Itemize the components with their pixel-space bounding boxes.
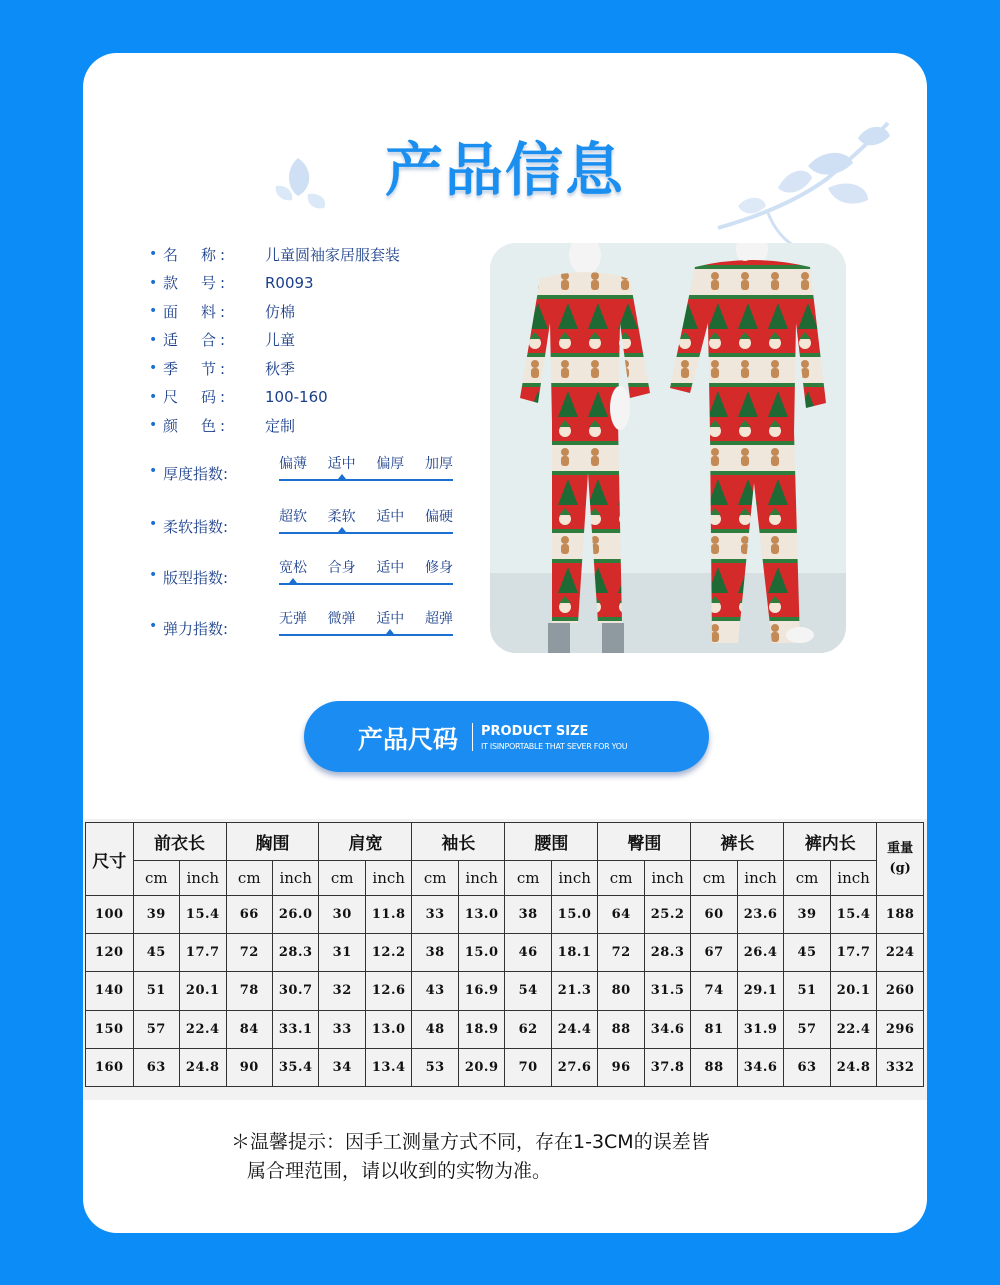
table-cell: 84: [226, 1010, 272, 1048]
table-cell: 72: [226, 934, 272, 972]
bullet-icon: •: [149, 516, 158, 532]
table-cell: 18.1: [551, 934, 597, 972]
table-cell: 22.4: [180, 1010, 226, 1048]
table-cell: 63: [784, 1048, 830, 1086]
table-cell: 13.0: [458, 896, 504, 934]
table-row: [86, 934, 924, 972]
table-cell: 90: [226, 1048, 272, 1086]
table-cell: 88: [691, 1048, 737, 1086]
table-cell: 24.8: [830, 1048, 876, 1086]
table-cell: 17.7: [830, 934, 876, 972]
bullet-icon: •: [149, 463, 158, 479]
table-cell: 160: [86, 1048, 134, 1086]
group-header: 臀围: [598, 823, 691, 861]
table-cell: 15.4: [180, 896, 226, 934]
unit-cm: cm: [412, 861, 458, 896]
fit-index: [149, 557, 453, 591]
softness-index: [149, 506, 453, 540]
unit-inch: inch: [551, 861, 597, 896]
table-cell: 64: [598, 896, 644, 934]
pajama-illustration: [490, 243, 846, 653]
table-cell: 34.6: [737, 1048, 783, 1086]
table-cell: 17.7: [180, 934, 226, 972]
spec-key: 尺 码:: [163, 388, 230, 407]
table-cell: 31.5: [644, 972, 690, 1010]
table-cell: 39: [133, 896, 179, 934]
table-cell: 66: [226, 896, 272, 934]
spec-key: 颜 色:: [163, 416, 230, 435]
table-cell: 140: [86, 972, 134, 1010]
table-cell: 296: [877, 1010, 924, 1048]
table-cell: 32: [319, 972, 365, 1010]
table-cell: 28.3: [644, 934, 690, 972]
table-header-row: [86, 823, 924, 861]
index-option: 无弹: [279, 611, 307, 627]
table-cell: 100: [86, 896, 134, 934]
spec-item-suitable: [149, 326, 400, 355]
group-header: 袖长: [412, 823, 505, 861]
unit-inch: inch: [737, 861, 783, 896]
index-option: 柔软: [327, 509, 356, 525]
table-cell: 13.4: [365, 1048, 411, 1086]
table-cell: 31.9: [737, 1010, 783, 1048]
table-cell: 70: [505, 1048, 551, 1086]
group-header: 裤长: [691, 823, 784, 861]
table-cell: 62: [505, 1010, 551, 1048]
bullet-icon: •: [149, 360, 158, 377]
index-option: 适中: [327, 456, 356, 472]
banner-divider: [472, 723, 473, 751]
note-line-1: ＊温馨提示：因手工测量方式不同，存在1-3CM的误差皆: [231, 1131, 710, 1153]
spec-value: 100-160: [265, 387, 328, 406]
table-cell: 37.8: [644, 1048, 690, 1086]
table-cell: 51: [133, 972, 179, 1010]
table-cell: 22.4: [830, 1010, 876, 1048]
table-cell: 11.8: [365, 896, 411, 934]
spec-item-size: [149, 383, 400, 412]
bullet-icon: •: [149, 303, 158, 320]
weight-header: [877, 823, 924, 896]
table-cell: 224: [877, 934, 924, 972]
group-header: 腰围: [505, 823, 598, 861]
bullet-icon: •: [149, 331, 158, 348]
group-header: 肩宽: [319, 823, 412, 861]
bullet-icon: •: [149, 388, 158, 405]
index-option: 修身: [424, 560, 453, 576]
table-cell: 13.0: [365, 1010, 411, 1048]
unit-cm: cm: [784, 861, 830, 896]
index-marker: [386, 629, 394, 634]
table-cell: 188: [877, 896, 924, 934]
table-cell: 96: [598, 1048, 644, 1086]
size-table: [85, 822, 924, 1087]
index-scale: [279, 557, 453, 591]
spec-key: 适 合:: [163, 331, 230, 350]
table-cell: 20.1: [830, 972, 876, 1010]
table-cell: 20.1: [180, 972, 226, 1010]
thickness-index: [149, 453, 453, 487]
spec-value: 儿童圆袖家居服套装: [265, 245, 401, 264]
spec-item-name: [149, 240, 400, 269]
table-cell: 24.8: [180, 1048, 226, 1086]
bullet-icon: •: [149, 567, 158, 583]
table-cell: 26.4: [737, 934, 783, 972]
spec-key: 面 料:: [163, 302, 230, 321]
table-cell: 332: [877, 1048, 924, 1086]
table-cell: 78: [226, 972, 272, 1010]
spec-item-fabric: [149, 297, 400, 326]
table-cell: 33: [412, 896, 458, 934]
index-option: 适中: [376, 611, 405, 627]
bullet-icon: •: [149, 274, 158, 291]
unit-inch: inch: [180, 861, 226, 896]
index-option: 超软: [279, 509, 307, 525]
table-row: [86, 896, 924, 934]
unit-inch: inch: [272, 861, 318, 896]
table-cell: 12.6: [365, 972, 411, 1010]
spec-item-season: [149, 354, 400, 383]
table-cell: 33.1: [272, 1010, 318, 1048]
table-cell: 45: [784, 934, 830, 972]
table-cell: 29.1: [737, 972, 783, 1010]
banner-subtitle: IT ISINPORTABLE THAT SEVER FOR YOU: [481, 742, 628, 751]
spec-key: 款 号:: [163, 274, 230, 293]
unit-cm: cm: [319, 861, 365, 896]
spec-key: 季 节:: [163, 359, 230, 378]
table-cell: 43: [412, 972, 458, 1010]
product-info-card: [83, 53, 927, 1233]
group-header: 裤内长: [784, 823, 877, 861]
table-cell: 20.9: [458, 1048, 504, 1086]
table-cell: 25.2: [644, 896, 690, 934]
table-cell: 53: [412, 1048, 458, 1086]
index-scale: [279, 608, 453, 642]
spec-value: 秋季: [265, 359, 296, 378]
index-option: 宽松: [279, 560, 307, 576]
unit-cm: cm: [505, 861, 551, 896]
index-option: 偏厚: [376, 456, 405, 472]
table-cell: 150: [86, 1010, 134, 1048]
spec-list: [149, 240, 400, 440]
note-line-2: 属合理范围，请以收到的实物为准。: [247, 1160, 552, 1182]
table-cell: 51: [784, 972, 830, 1010]
table-cell: 39: [784, 896, 830, 934]
table-cell: 26.0: [272, 896, 318, 934]
table-cell: 23.6: [737, 896, 783, 934]
table-cell: 74: [691, 972, 737, 1010]
index-marker: [338, 474, 346, 479]
index-option: 超弹: [424, 611, 453, 627]
banner-title-cn: 产品尺码: [358, 725, 459, 754]
table-cell: 80: [598, 972, 644, 1010]
table-row: [86, 1048, 924, 1086]
bullet-icon: •: [149, 417, 158, 434]
bullet-icon: •: [149, 246, 158, 263]
table-cell: 33: [319, 1010, 365, 1048]
index-option: 偏硬: [424, 509, 453, 525]
table-cell: 31: [319, 934, 365, 972]
table-cell: 57: [133, 1010, 179, 1048]
table-cell: 21.3: [551, 972, 597, 1010]
table-cell: 34.6: [644, 1010, 690, 1048]
unit-inch: inch: [365, 861, 411, 896]
table-cell: 57: [784, 1010, 830, 1048]
table-cell: 45: [133, 934, 179, 972]
table-cell: 54: [505, 972, 551, 1010]
spec-value: 儿童: [265, 331, 296, 350]
table-cell: 34: [319, 1048, 365, 1086]
table-cell: 16.9: [458, 972, 504, 1010]
banner-title-en: PRODUCT SIZE: [481, 724, 589, 739]
unit-inch: inch: [644, 861, 690, 896]
index-option: 合身: [327, 560, 356, 576]
product-size-banner: [304, 701, 709, 772]
table-cell: 88: [598, 1010, 644, 1048]
table-cell: 120: [86, 934, 134, 972]
elasticity-index: [149, 608, 453, 642]
table-cell: 38: [412, 934, 458, 972]
size-header: 尺寸: [86, 823, 134, 896]
index-line: [279, 583, 453, 585]
index-label: 版型指数:: [163, 569, 229, 587]
table-row: [86, 972, 924, 1010]
table-cell: 24.4: [551, 1010, 597, 1048]
table-cell: 27.6: [551, 1048, 597, 1086]
product-photo: [490, 243, 846, 653]
spec-key: 名 称:: [163, 245, 230, 264]
bullet-icon: •: [149, 618, 158, 634]
index-option: 偏薄: [279, 456, 307, 472]
size-table-container: [83, 819, 927, 1100]
index-label: 弹力指数:: [163, 620, 229, 638]
size-table-body: [86, 896, 924, 1087]
unit-cm: cm: [598, 861, 644, 896]
spec-value: R0093: [265, 273, 314, 292]
group-header: 胸围: [226, 823, 319, 861]
table-cell: 12.2: [365, 934, 411, 972]
index-line: [279, 479, 453, 481]
table-cell: 35.4: [272, 1048, 318, 1086]
index-marker: [338, 527, 346, 532]
index-option: 适中: [376, 509, 405, 525]
table-cell: 38: [505, 896, 551, 934]
unit-cm: cm: [226, 861, 272, 896]
index-scale: [279, 506, 453, 540]
table-cell: 60: [691, 896, 737, 934]
unit-cm: cm: [691, 861, 737, 896]
table-cell: 67: [691, 934, 737, 972]
index-line: [279, 634, 453, 636]
unit-inch: inch: [458, 861, 504, 896]
table-cell: 72: [598, 934, 644, 972]
index-label: 厚度指数:: [163, 465, 229, 483]
index-label: 柔软指数:: [163, 518, 229, 536]
table-row: [86, 1010, 924, 1048]
index-marker: [289, 578, 297, 583]
spec-value: 定制: [265, 416, 296, 435]
table-cell: 46: [505, 934, 551, 972]
table-units-row: [86, 861, 924, 896]
index-scale: [279, 453, 453, 487]
spec-item-style-no: [149, 269, 400, 298]
index-option: 加厚: [424, 456, 453, 472]
unit-inch: inch: [830, 861, 876, 896]
group-header: 前衣长: [133, 823, 226, 861]
table-cell: 260: [877, 972, 924, 1010]
table-cell: 15.0: [551, 896, 597, 934]
table-cell: 18.9: [458, 1010, 504, 1048]
table-cell: 15.0: [458, 934, 504, 972]
measurement-note: [231, 1128, 710, 1186]
spec-item-color: [149, 411, 400, 440]
table-cell: 30.7: [272, 972, 318, 1010]
index-line: [279, 532, 453, 534]
index-option: 微弹: [327, 611, 356, 627]
table-cell: 30: [319, 896, 365, 934]
table-cell: 28.3: [272, 934, 318, 972]
table-cell: 63: [133, 1048, 179, 1086]
spec-value: 仿棉: [265, 302, 296, 321]
table-cell: 81: [691, 1010, 737, 1048]
table-cell: 48: [412, 1010, 458, 1048]
weight-label: 重量: [887, 841, 914, 856]
page-title: 产品信息: [384, 136, 625, 204]
weight-unit: (g): [889, 861, 911, 876]
table-cell: 15.4: [830, 896, 876, 934]
index-option: 适中: [376, 560, 405, 576]
unit-cm: cm: [133, 861, 179, 896]
